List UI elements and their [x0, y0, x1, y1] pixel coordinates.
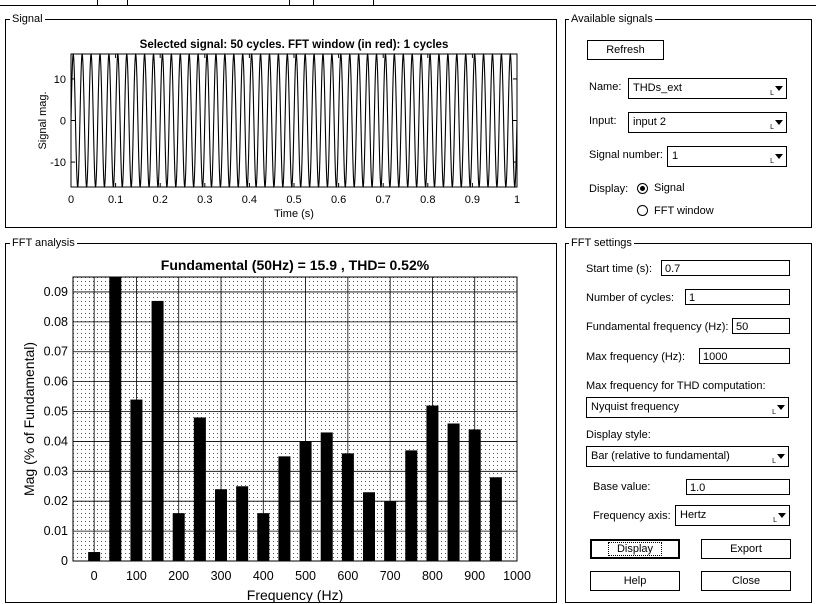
start-time-label: Start time (s): — [586, 263, 653, 275]
display-style-label: Display style: — [586, 429, 651, 441]
name-label: Name: — [589, 81, 622, 93]
max-freq-field[interactable]: 1000 — [699, 348, 790, 364]
signal-plot-ylabel: Signal mag. — [37, 91, 49, 150]
display-button-label: Display — [608, 542, 662, 556]
refresh-button[interactable]: Refresh — [587, 40, 664, 60]
available-signals-panel-title: Available signals — [571, 13, 653, 25]
x-tick-label: 0.4 — [241, 194, 258, 206]
divider — [289, 0, 290, 5]
fft-bar — [194, 418, 206, 561]
help-button[interactable]: Help — [590, 571, 680, 591]
dropdown-marker: L — [770, 124, 774, 131]
fft-bar — [448, 423, 460, 561]
fft-bar — [236, 486, 248, 561]
x-tick-label: 800 — [421, 569, 443, 583]
y-tick-label: 0.04 — [43, 434, 68, 449]
fft-bar — [342, 453, 354, 561]
fft-bar — [384, 501, 396, 561]
divider — [127, 0, 128, 5]
fft-bar — [130, 400, 142, 561]
y-tick-label: 0 — [59, 115, 66, 128]
fft-chart-xlabel: Frequency (Hz) — [246, 587, 344, 602]
x-tick-label: 900 — [464, 569, 486, 583]
fund-freq-label: Fundamental frequency (Hz): — [586, 321, 729, 333]
input-dropdown[interactable] — [628, 112, 787, 133]
y-tick-label: 0.03 — [43, 464, 68, 479]
fft-chart-title: Fundamental (50Hz) = 15.9 , THD= 0.52% — [160, 257, 430, 273]
signal-number-dropdown[interactable] — [667, 146, 787, 167]
display-button[interactable] — [590, 539, 680, 559]
freq-axis-dropdown-value: Hertz — [680, 509, 707, 521]
y-tick-label: 0.02 — [43, 494, 68, 509]
fft-bar — [321, 432, 333, 561]
x-tick-label: 0.1 — [107, 194, 124, 206]
x-tick-label: 100 — [125, 569, 147, 583]
x-tick-label: 1000 — [503, 569, 531, 583]
freq-axis-dropdown[interactable] — [675, 505, 790, 526]
fft-bar — [469, 429, 481, 561]
chevron-down-icon[interactable] — [778, 513, 786, 518]
x-tick-label: 0 — [90, 569, 98, 583]
x-tick-label: 0.7 — [375, 194, 391, 206]
fft-bar — [109, 277, 121, 561]
radio-fft-window[interactable] — [637, 205, 648, 216]
fft-bar — [426, 406, 438, 561]
fft-bar — [363, 492, 375, 561]
signal-number-dropdown-value: 1 — [672, 150, 679, 162]
y-tick-label: -10 — [50, 157, 66, 170]
x-tick-label: 0.3 — [197, 194, 213, 206]
dropdown-marker: L — [770, 90, 774, 97]
x-tick-label: 300 — [210, 569, 232, 583]
fft-bar — [88, 552, 100, 561]
display-label: Display: — [589, 183, 629, 195]
x-tick-label: 0 — [67, 194, 75, 206]
x-tick-label: 0.5 — [286, 194, 302, 206]
display-style-dropdown-value: Bar (relative to fundamental) — [591, 450, 730, 462]
divider — [97, 0, 98, 5]
radio-signal-label[interactable]: Signal — [654, 182, 685, 194]
divider — [313, 0, 314, 5]
base-value-label: Base value: — [593, 481, 651, 493]
fft-settings-panel-title: FFT settings — [571, 237, 632, 249]
chevron-down-icon[interactable] — [777, 405, 785, 410]
radio-selected-dot — [640, 186, 645, 191]
input-dropdown-value: input 2 — [633, 116, 667, 128]
x-tick-label: 0.6 — [330, 194, 347, 206]
dropdown-marker: L — [772, 409, 776, 416]
export-button[interactable]: Export — [701, 539, 791, 559]
fft-bar — [278, 456, 290, 561]
signal-waveform-line — [71, 54, 517, 186]
signal-plot — [6, 33, 556, 223]
y-tick-label: 0 — [61, 554, 68, 568]
y-tick-label: 0.09 — [43, 284, 68, 299]
fft-bar — [405, 450, 417, 561]
thd-max-freq-dropdown[interactable] — [586, 397, 789, 418]
thd-max-freq-label: Max frequency for THD computation: — [586, 380, 766, 392]
signal-panel-title: Signal — [12, 13, 43, 25]
fft-bar — [490, 477, 502, 561]
dropdown-marker: L — [773, 517, 777, 524]
x-tick-label: 0.9 — [464, 194, 481, 206]
x-tick-label: 500 — [295, 569, 317, 583]
dropdown-marker: L — [770, 158, 774, 165]
name-dropdown[interactable] — [628, 78, 787, 99]
x-tick-label: 1 — [513, 194, 521, 206]
fft-bar — [215, 489, 227, 561]
fft-bar — [300, 441, 312, 561]
y-tick-label: 0.01 — [43, 524, 68, 539]
x-tick-label: 200 — [168, 569, 190, 583]
num-cycles-field[interactable]: 1 — [685, 289, 790, 305]
fft-bar — [173, 513, 185, 561]
chevron-down-icon[interactable] — [775, 120, 783, 125]
base-value-field[interactable]: 1.0 — [686, 479, 790, 495]
signal-number-label: Signal number: — [589, 149, 663, 161]
radio-fft-window-label[interactable]: FFT window — [654, 205, 714, 217]
max-freq-label: Max frequency (Hz): — [586, 351, 686, 363]
name-dropdown-value: THDs_ext — [633, 82, 682, 94]
x-tick-label: 600 — [337, 569, 359, 583]
divider — [373, 0, 374, 5]
fft-bar-chart — [6, 252, 556, 602]
x-tick-label: 0.2 — [152, 194, 168, 206]
y-tick-label: 10 — [53, 73, 66, 86]
fund-freq-field[interactable]: 50 — [732, 318, 790, 334]
y-tick-label: 0.06 — [43, 374, 68, 389]
top-strip — [0, 0, 816, 6]
fft-chart-ylabel: Mag (% of Fundamental) — [21, 341, 37, 497]
fft-analysis-panel-title: FFT analysis — [12, 237, 75, 249]
chevron-down-icon[interactable] — [775, 86, 783, 91]
x-tick-label: 400 — [252, 569, 274, 583]
x-tick-label: 0.8 — [420, 194, 436, 206]
y-tick-label: 0.08 — [43, 314, 68, 329]
x-tick-label: 700 — [379, 569, 401, 583]
y-tick-label: 0.07 — [43, 344, 68, 359]
chevron-down-icon[interactable] — [777, 454, 785, 459]
dropdown-marker: L — [772, 458, 776, 465]
start-time-field[interactable]: 0.7 — [661, 260, 790, 276]
thd-max-freq-dropdown-value: Nyquist frequency — [591, 401, 680, 413]
freq-axis-label: Frequency axis: — [593, 510, 671, 522]
close-button[interactable]: Close — [701, 571, 791, 591]
signal-plot-xlabel: Time (s) — [274, 208, 314, 220]
fft-bar — [257, 513, 269, 561]
fft-bar — [152, 301, 164, 561]
num-cycles-label: Number of cycles: — [586, 292, 675, 304]
display-style-dropdown[interactable] — [586, 446, 789, 467]
radio-signal[interactable] — [637, 183, 648, 194]
chevron-down-icon[interactable] — [775, 154, 783, 159]
input-label: Input: — [589, 115, 617, 127]
signal-plot-title: Selected signal: 50 cycles. FFT window (in red): 1 cycles — [139, 39, 449, 51]
y-tick-label: 0.05 — [43, 404, 68, 419]
